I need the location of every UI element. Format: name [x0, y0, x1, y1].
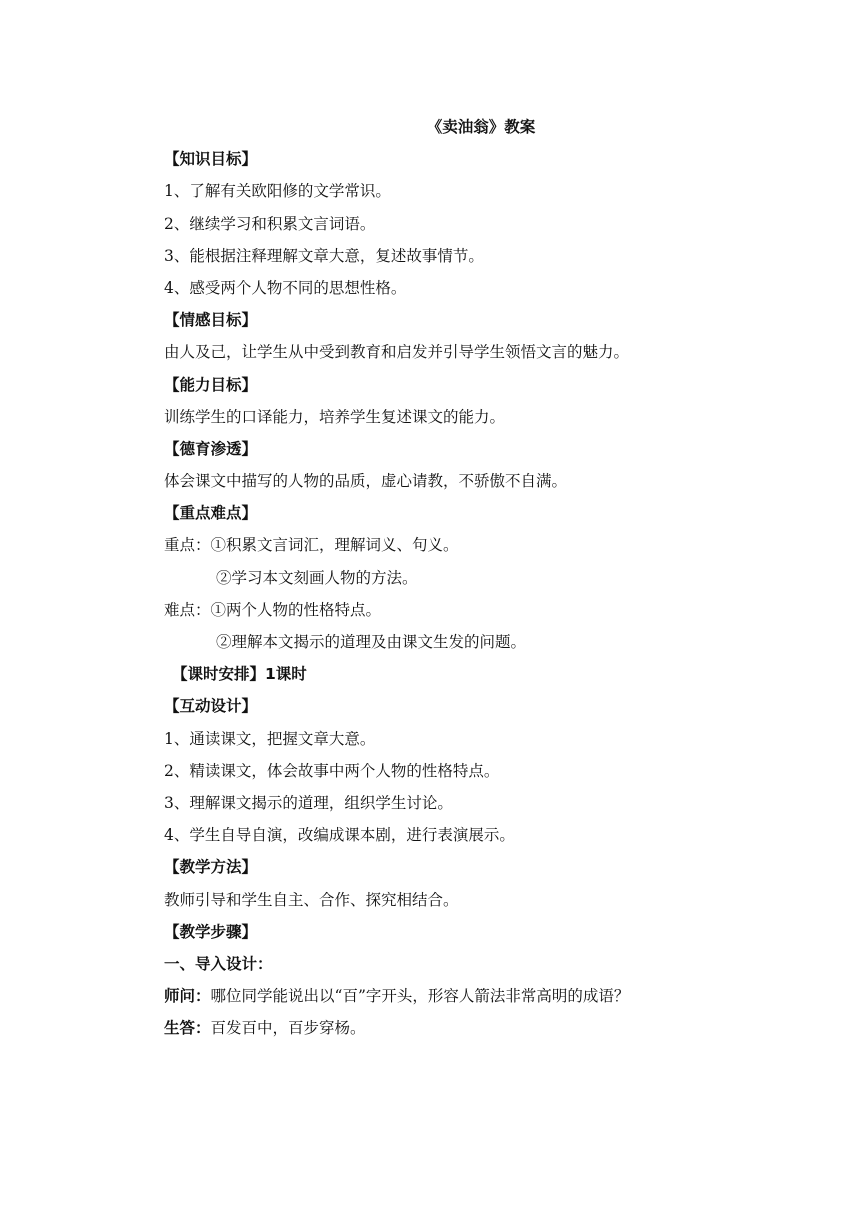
- key-points-heading: 【重点难点】: [164, 504, 258, 523]
- emotion-goals-heading: 【情感目标】: [164, 311, 258, 330]
- moral-education-text: 体会课文中描写的人物的品质，虚心请教，不骄傲不自满。: [164, 472, 568, 491]
- student-label: 生答：: [164, 1019, 211, 1038]
- interaction-item: 2、精读课文，体会故事中两个人物的性格特点。: [164, 761, 500, 780]
- knowledge-goal-item: 4、感受两个人物不同的思想性格。: [164, 278, 407, 297]
- knowledge-goal-item: 2、继续学习和积累文言词语。: [164, 214, 376, 233]
- knowledge-goal-item: 3、能根据注释理解文章大意，复述故事情节。: [164, 246, 484, 265]
- methods-heading: 【教学方法】: [164, 858, 258, 877]
- interaction-item: 1、通读课文，把握文章大意。: [164, 729, 376, 748]
- document-body: [164, 111, 764, 1044]
- difficulty-point-1: 难点：①两个人物的性格特点。: [164, 600, 382, 619]
- teacher-label: 师问：: [164, 987, 211, 1006]
- student-text: 百发百中，百步穿杨。: [210, 1019, 366, 1038]
- steps-heading: 【教学步骤】: [164, 922, 258, 941]
- interaction-item: 4、学生自导自演，改编成课本剧，进行表演展示。: [164, 826, 515, 845]
- focus-point-2: ②学习本文刻画人物的方法。: [216, 568, 418, 587]
- interaction-item: 3、理解课文揭示的道理，组织学生讨论。: [164, 793, 453, 812]
- document-title: 《卖油翁》教案: [426, 118, 536, 136]
- emotion-goals-text: 由人及己，让学生从中受到教育和启发并引导学生领悟文言的魅力。: [164, 343, 630, 362]
- steps-section-1: 一、导入设计：: [164, 954, 273, 973]
- ability-goals-text: 训练学生的口译能力，培养学生复述课文的能力。: [164, 407, 506, 426]
- schedule-line: [164, 658, 764, 690]
- knowledge-goal-item: 1、了解有关欧阳修的文学常识。: [164, 182, 391, 201]
- student-answer: [164, 1012, 764, 1044]
- interaction-heading: 【互动设计】: [164, 697, 258, 716]
- focus-point-1: 重点：①积累文言词汇，理解词义、句义。: [164, 536, 459, 555]
- teacher-text: 哪位同学能说出以“百”字开头，形容人箭法非常高明的成语？: [210, 987, 630, 1006]
- schedule-value: 1课时: [265, 665, 307, 684]
- difficulty-point-2: ②理解本文揭示的道理及由课文生发的问题。: [216, 633, 527, 651]
- teacher-question: [164, 980, 764, 1012]
- schedule-heading: 【课时安排】: [172, 665, 266, 684]
- moral-education-heading: 【德育渗透】: [164, 439, 258, 458]
- methods-text: 教师引导和学生自主、合作、探究相结合。: [164, 890, 459, 909]
- ability-goals-heading: 【能力目标】: [164, 375, 258, 394]
- knowledge-goals-heading: 【知识目标】: [164, 150, 258, 169]
